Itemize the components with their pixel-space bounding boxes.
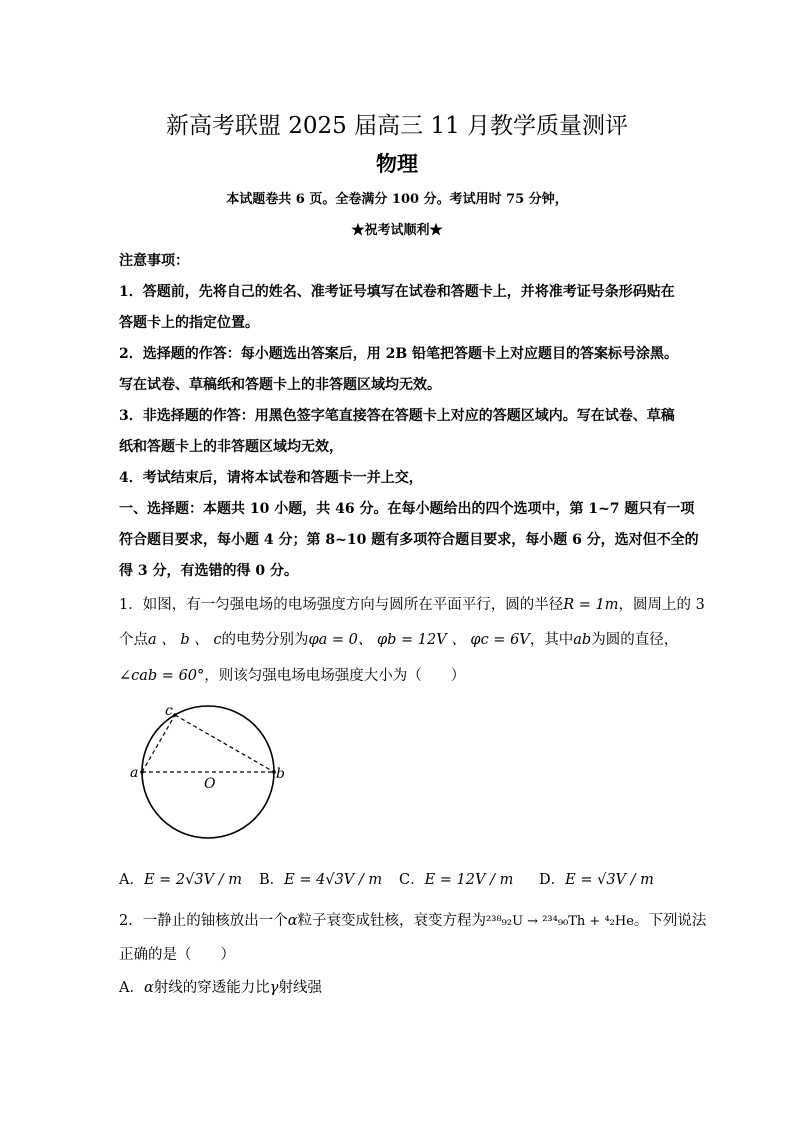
section-instruction: 符合题目要求，每小题 4 分；第 8~10 题有多项符合题目要求，每小题 6 分，选对但不全的 bbox=[119, 532, 699, 548]
notice-line: 纸和答题卡上的非答题区域均无效， bbox=[119, 439, 343, 455]
q1-text: 为圆的直径， bbox=[591, 632, 679, 648]
circle-diagram bbox=[122, 700, 292, 848]
chord-ac bbox=[142, 715, 175, 772]
option-d[interactable] bbox=[539, 868, 654, 889]
notice-line: 3．非选择题的作答：用黑色签字笔直接答在答题卡上对应的答题区域内。写在试卷、草稿 bbox=[119, 408, 675, 424]
q1-text: ，其中 bbox=[529, 632, 574, 648]
option-letter: A． bbox=[119, 872, 144, 888]
section-instruction: 一、选择题：本题共 10 小题，共 46 分。在每小题给出的四个选项中，第 1~7 题只有一项 bbox=[119, 501, 695, 517]
exam-title: 新高考联盟 2025 届高三 11 月教学质量测评 bbox=[165, 113, 629, 139]
notice-line: 2．选择题的作答：每小题选出答案后，用 2B 铅笔把答题卡上对应题目的答案标号涂黑。 bbox=[119, 346, 679, 362]
decay-equation: ²³⁸₉₂U → ²³⁴₉₀Th + ⁴₂He bbox=[486, 914, 634, 929]
option-c[interactable] bbox=[399, 868, 513, 889]
q1-potentials: φa = 0、 φb = 12V 、 φc = 6V bbox=[308, 632, 530, 648]
option-text: 射线强 bbox=[278, 980, 322, 996]
notice-line: 4．考试结束后，请将本试卷和答题卡一并上交， bbox=[119, 470, 423, 486]
option-expression: E = 4√3V / m bbox=[284, 872, 383, 888]
option-letter: D． bbox=[539, 872, 566, 888]
q2-text: 2．一静止的铀核放出一个 bbox=[119, 913, 288, 929]
q1-points: a 、 b 、 c bbox=[148, 632, 222, 648]
q1-text: 个点 bbox=[119, 632, 148, 648]
notice-line: 1．答题前，先将自己的姓名、准考证号填写在试卷和答题卡上，并将准考证号条形码贴在 bbox=[119, 284, 675, 300]
option-a[interactable] bbox=[119, 976, 679, 997]
q1-text: 的电势分别为 bbox=[221, 632, 309, 648]
option-expression: E = 12V / m bbox=[424, 872, 514, 888]
gamma-symbol: γ bbox=[269, 980, 279, 996]
notice-line: 写在试卷、草稿纸和答题卡上的非答题区域均无效。 bbox=[119, 377, 441, 393]
notice-heading: 注意事项： bbox=[119, 253, 189, 269]
label-c: c bbox=[165, 703, 173, 719]
section-instruction: 得 3 分，有选错的得 0 分。 bbox=[119, 563, 298, 579]
option-b[interactable] bbox=[259, 868, 382, 889]
label-b: b bbox=[276, 766, 285, 782]
q1-text: ，则该匀强电场电场强度大小为（ ） bbox=[204, 668, 466, 684]
chord-cb bbox=[175, 715, 274, 772]
question-2-line-2: 正确的是（ ） bbox=[119, 947, 235, 963]
label-o: O bbox=[204, 776, 216, 792]
q1-text: ，圆周上的 3 bbox=[618, 597, 705, 613]
q1-text: 1．如图，有一匀强电场的电场强度方向与圆所在平面平行，圆的半径 bbox=[119, 597, 564, 613]
exam-info: 本试题卷共 6 页。全卷满分 100 分。考试用时 75 分钟， bbox=[226, 192, 568, 207]
notice-line: 答题卡上的指定位置。 bbox=[119, 315, 259, 331]
alpha-symbol: α bbox=[143, 980, 154, 996]
q1-angle: ∠cab = 60° bbox=[119, 668, 205, 684]
point-c bbox=[173, 713, 177, 717]
option-expression: E = 2√3V / m bbox=[143, 872, 242, 888]
question-2-line-1 bbox=[119, 909, 707, 930]
q2-alpha: α bbox=[287, 913, 298, 929]
q2-text: 。下列说法 bbox=[633, 913, 707, 929]
option-letter: C． bbox=[399, 872, 425, 888]
question-1-line-1 bbox=[119, 593, 705, 614]
option-a[interactable] bbox=[119, 868, 242, 889]
subject-title: 物理 bbox=[376, 151, 418, 176]
option-expression: E = √3V / m bbox=[565, 872, 654, 888]
q1-diameter: ab bbox=[573, 632, 592, 648]
good-luck-line: ★祝考试顺利★ bbox=[351, 223, 443, 238]
question-1-line-3 bbox=[119, 664, 679, 685]
option-letter: B． bbox=[259, 872, 285, 888]
q2-text: 粒子衰变成钍核，衰变方程为 bbox=[297, 913, 487, 929]
label-a: a bbox=[130, 765, 139, 781]
option-letter: A． bbox=[119, 980, 144, 996]
question-1-line-2 bbox=[119, 628, 679, 649]
q1-radius: R = 1m bbox=[563, 597, 619, 613]
option-text: 射线的穿透能力比 bbox=[153, 980, 270, 996]
point-a bbox=[140, 770, 144, 774]
